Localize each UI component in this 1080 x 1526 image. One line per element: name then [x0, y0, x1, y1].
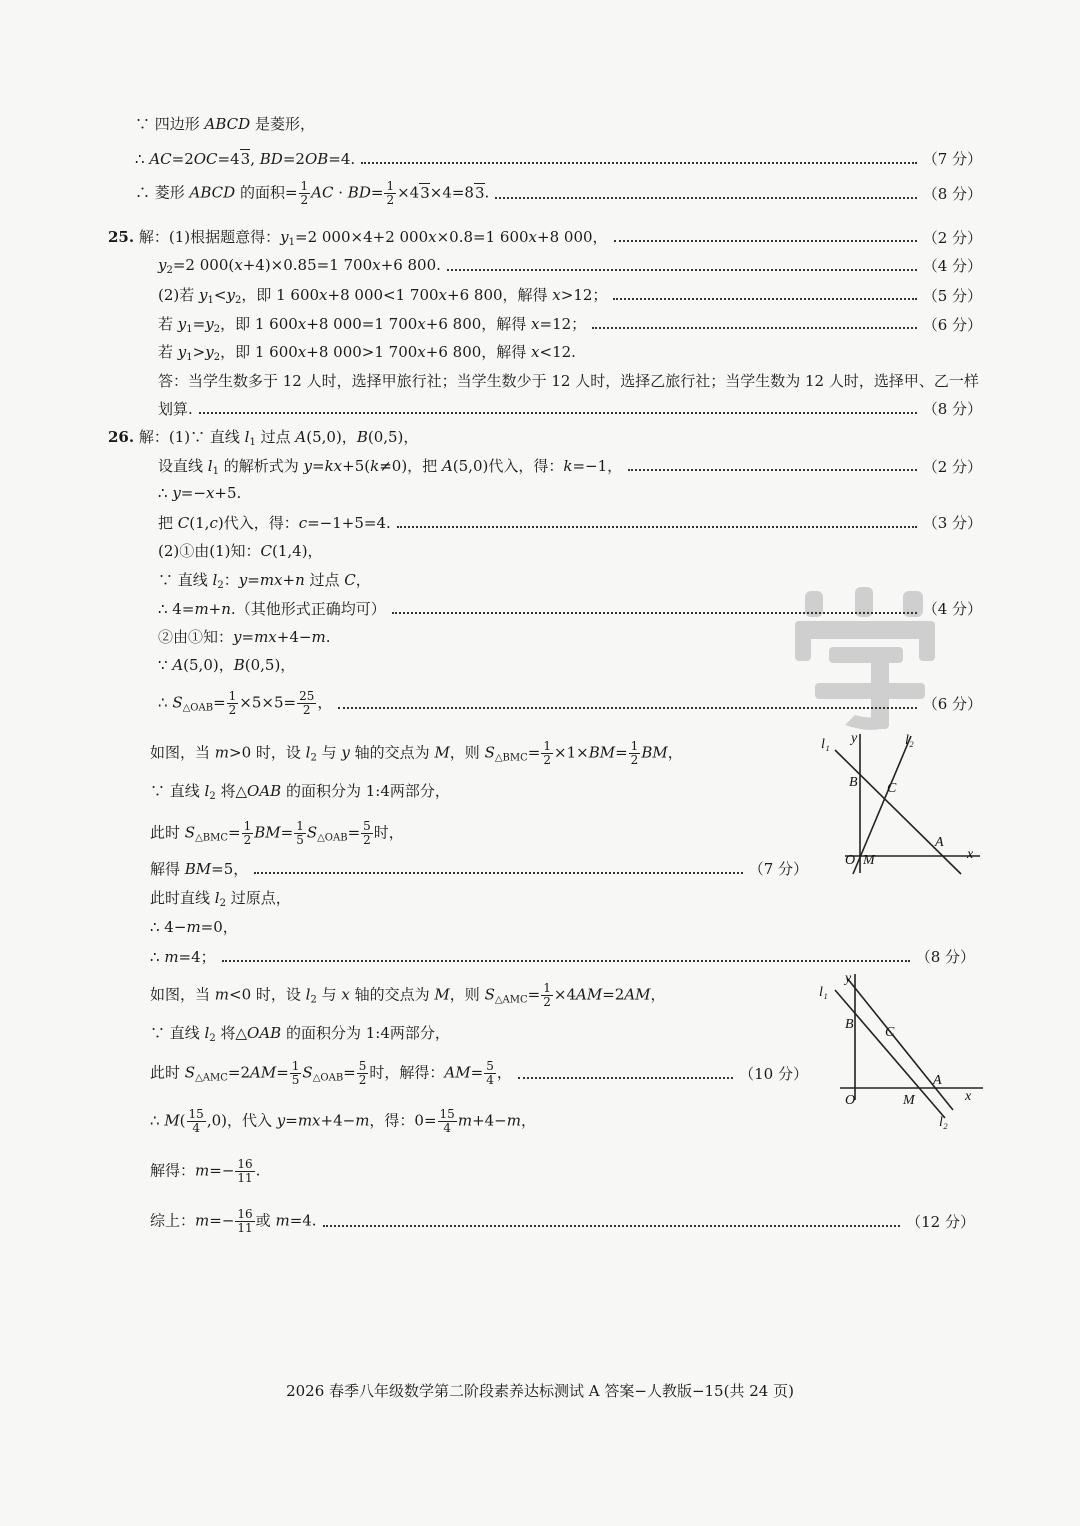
dot-leader: [518, 1075, 733, 1079]
text-line: ∵ 直线 $l_2$ 将△OAB 的面积分为 1:4两部分，: [150, 1024, 450, 1044]
text-line: ∴ $S_{\triangle OAB}=$ $\frac{1}{2}$ ×5×5= $\frac{25}{2}$ ， （6 分）: [158, 689, 982, 717]
label-A: A: [935, 835, 944, 850]
label-x: x: [967, 847, 974, 862]
text-line: (2)若 $y_1<y_2$，即 1 600x+8 000<1 700x+6 800，解得 x>12； （5 分）: [158, 286, 982, 306]
text-line: 设直线 $l_1$ 的解析式为 y=kx+5(k≠0)，把 A(5,0)代入，得：k=−1， （2 分）: [158, 457, 982, 477]
line-l2: [853, 736, 911, 874]
label-M: M: [863, 853, 875, 868]
dot-leader: [222, 958, 910, 962]
label-O: O: [845, 853, 856, 868]
label-l1: l₁: [821, 737, 830, 752]
score-label: （6 分）: [922, 695, 982, 713]
text-line: 综上：m=− $\frac{16}{11}$ 或 m=4. （12 分）: [150, 1207, 975, 1235]
text-line: 若 $y_1>y_2$，即 1 600x+8 000>1 700x+6 800，解得 x<12.: [158, 343, 576, 363]
text-line: 26. 解：(1)∵ 直线 $l_1$ 过点 A(5,0)，B(0,5)，: [108, 428, 419, 448]
dot-leader: [613, 296, 916, 300]
line-l2: [847, 978, 953, 1110]
text-line: ∵ 四边形 ABCD 是菱形，: [135, 115, 315, 133]
dot-leader: [199, 410, 917, 414]
dot-leader: [392, 610, 917, 614]
score-label: （2 分）: [922, 228, 982, 247]
score-label: （8 分）: [915, 948, 975, 966]
score-label: （6 分）: [922, 315, 982, 334]
text-line: ∵ A(5,0)，B(0,5)，: [158, 656, 296, 674]
label-l1: l₁: [819, 985, 828, 1000]
label-O: O: [845, 1093, 856, 1108]
text-line: 如图，当 m<0 时，设 $l_2$ 与 x 轴的交点为 M，则 $S_{\triangle AMC}=$ $\frac{1}{2}$ ×4AM=2AM，: [150, 981, 666, 1009]
dot-leader: [254, 870, 742, 874]
text-line: ∴ AC=2OC=43, BD=2OB=4. （7 分）: [135, 149, 982, 168]
text-line: 解得：m=− $\frac{16}{11}$ .: [150, 1157, 261, 1185]
figure-m-negative: [815, 970, 985, 1130]
label-C: C: [887, 781, 897, 796]
dot-leader: [592, 325, 917, 329]
score-label: （8 分）: [922, 400, 982, 418]
label-B: B: [845, 1017, 854, 1032]
text-line: ∵ 直线 $l_2$ 将△OAB 的面积分为 1:4两部分，: [150, 782, 450, 802]
label-M: M: [903, 1093, 915, 1108]
text-line: 此时直线 $l_2$ 过原点，: [150, 889, 291, 909]
score-label: （10 分）: [739, 1065, 808, 1083]
label-y: y: [845, 971, 852, 986]
dot-leader: [628, 467, 917, 471]
text-line: ∴ y=−x+5.: [158, 484, 242, 502]
text-line: 划算. （8 分）: [158, 400, 982, 418]
dot-leader: [447, 267, 917, 271]
text-line: ∴ 4−m=0，: [150, 918, 238, 936]
score-label: （8 分）: [922, 185, 982, 203]
page-footer: 2026 春季八年级数学第二阶段素养达标测试 A 答案−人教版−15(共 24 页): [286, 1382, 794, 1400]
text-line: ②由①知：y=mx+4−m.: [158, 628, 331, 646]
label-B: B: [849, 775, 858, 790]
label-l2: l₂: [905, 733, 914, 748]
dot-leader: [338, 705, 916, 709]
text-line: ∴ 4=m+n.（其他形式正确均可） （4 分）: [158, 600, 982, 618]
text-line: (2)①由(1)知：C(1,4)，: [158, 542, 323, 560]
label-y: y: [851, 731, 858, 746]
text-line: 把 C(1,c)代入，得：c=−1+5=4. （3 分）: [158, 514, 982, 532]
text-line: 此时 $S_{\triangle AMC}=2AM=$ $\frac{1}{5}$ $S_{\triangle OAB}=$ $\frac{5}{2}$ 时，解得：AM= $\frac{5}{4}$ ， （10 分）: [150, 1059, 808, 1087]
dot-leader: [361, 160, 917, 164]
figure-m-positive: [815, 728, 985, 878]
text-line: 如图，当 m>0 时，设 $l_2$ 与 y 轴的交点为 M，则 $S_{\triangle BMC}=$ $\frac{1}{2}$ ×1×BM= $\frac{1}{2}$ BM，: [150, 739, 683, 767]
text-line: 解得 BM=5， （7 分）: [150, 860, 808, 878]
dot-leader: [397, 524, 917, 528]
text-line: ∵ 直线 $l_2$：y=mx+n 过点 C，: [158, 571, 371, 591]
score-label: （4 分）: [922, 257, 982, 275]
score-label: （12 分）: [906, 1213, 975, 1231]
text-line: ∴ M( $\frac{15}{4}$ ,0)，代入 y=mx+4−m，得：0= $\frac{15}{4}$ m+4−m，: [150, 1107, 536, 1135]
label-l2: l₂: [939, 1115, 948, 1130]
score-label: （2 分）: [922, 457, 982, 476]
label-C: C: [885, 1025, 895, 1040]
score-label: （3 分）: [922, 514, 982, 532]
text-line: $y_2=2$ 000(x+4)×0.85=1 700x+6 800. （4 分）: [158, 255, 982, 276]
score-label: （5 分）: [922, 286, 982, 305]
text-line: 此时 $S_{\triangle BMC}=$ $\frac{1}{2}$ BM= $\frac{1}{5}$ $S_{\triangle OAB}=$ $\frac{5}{2}$ 时，: [150, 819, 404, 847]
dot-leader: [323, 1223, 901, 1227]
score-label: （4 分）: [922, 600, 982, 618]
text-line: 25. 解：(1)根据题意得：$y_1=2$ 000×4+2 000x×0.8=1 600x+8 000， （2 分）: [108, 228, 982, 248]
label-A: A: [933, 1073, 942, 1088]
text-line: ∴ 菱形 ABCD 的面积= $\frac{1}{2}$ AC · BD= $\frac{1}{2}$ ×43×4=83. （8 分）: [135, 179, 982, 207]
label-x: x: [965, 1089, 972, 1104]
score-label: （7 分）: [922, 150, 982, 168]
dot-leader: [614, 238, 917, 242]
score-label: （7 分）: [748, 860, 808, 878]
text-line: 答：当学生数多于 12 人时，选择甲旅行社；当学生数少于 12 人时，选择乙旅行社；当学生数为 12 人时，选择甲、乙一样: [158, 372, 979, 390]
text-line: ∴ m=4； （8 分）: [150, 948, 975, 966]
text-line: 若 $y_1=y_2$，即 1 600x+8 000=1 700x+6 800，解得 x=12； （6 分）: [158, 315, 982, 335]
dot-leader: [495, 195, 916, 199]
